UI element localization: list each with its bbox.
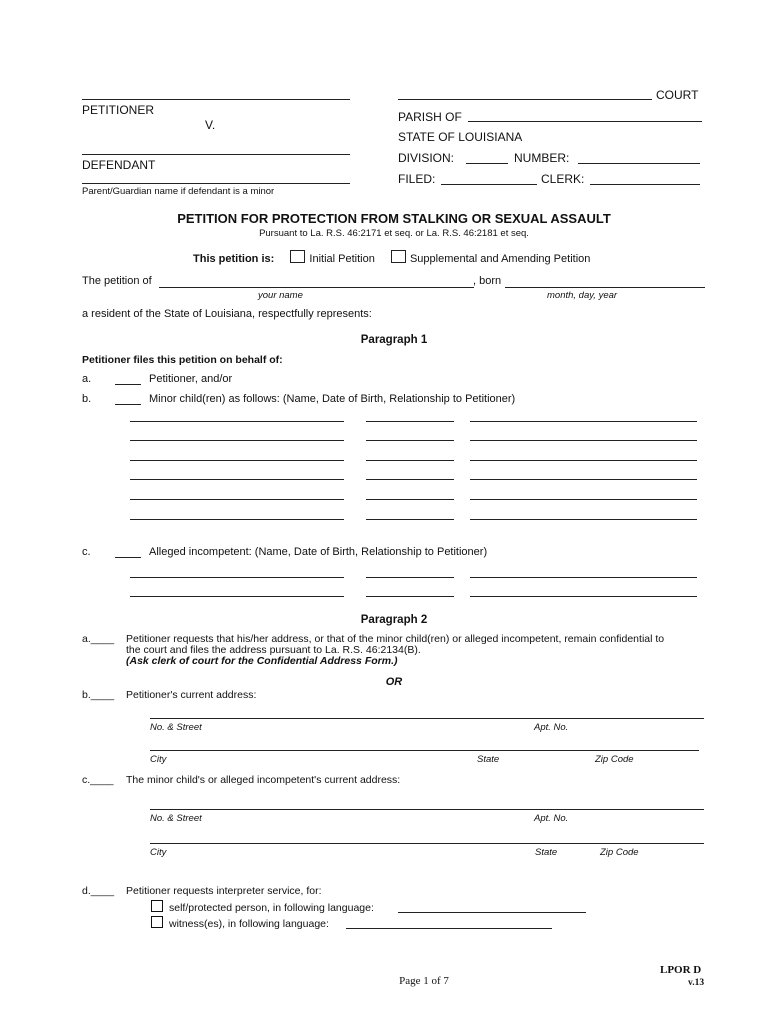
city-hint: City [150, 847, 167, 858]
parent-guardian-note: Parent/Guardian name if defendant is a minor [82, 186, 275, 197]
state-hint: State [477, 754, 500, 765]
division-label: DIVISION: [398, 151, 455, 165]
incompetent-dob-line[interactable] [366, 577, 454, 578]
child-name-line[interactable] [130, 499, 344, 500]
interpreter-witness-label: witness(es), in following language: [169, 918, 329, 930]
child-dob-line[interactable] [366, 440, 454, 441]
parish-label: PARISH OF [398, 110, 462, 124]
petitioner-label: PETITIONER [82, 103, 155, 117]
p2-item-a-letter[interactable]: a.____ [82, 633, 115, 645]
item-b-blank[interactable] [115, 404, 141, 405]
apt-hint: Apt. No. [534, 813, 569, 824]
minor-city-line[interactable] [150, 843, 704, 844]
p2-item-b-letter[interactable]: b.____ [82, 689, 115, 701]
interpreter-witness-row [151, 916, 329, 930]
paragraph-2-heading: Paragraph 2 [360, 614, 428, 626]
incompetent-relationship-line[interactable] [470, 577, 697, 578]
child-relationship-line[interactable] [470, 479, 697, 480]
petitioner-street-line[interactable] [150, 718, 704, 719]
apt-hint: Apt. No. [534, 722, 569, 733]
child-relationship-line[interactable] [470, 421, 697, 422]
child-dob-line[interactable] [366, 519, 454, 520]
born-label: , born [473, 275, 502, 287]
filed-label: FILED: [398, 172, 436, 186]
item-c-text: Alleged incompetent: (Name, Date of Birth, Relationship to Petitioner) [149, 546, 488, 558]
item-a-letter: a. [82, 373, 92, 385]
confidential-address-note: (Ask clerk of court for the Confidential Address Form.) [126, 655, 398, 667]
p2-item-a-text-line2: the court and files the address pursuant to La. R.S. 46:2134(B). [126, 644, 421, 656]
paragraph-1-heading: Paragraph 1 [360, 334, 428, 346]
child-relationship-line[interactable] [470, 499, 697, 500]
incompetent-dob-line[interactable] [366, 596, 454, 597]
zip-hint: Zip Code [600, 847, 639, 858]
zip-hint: Zip Code [595, 754, 634, 765]
interpreter-self-label: self/protected person, in following language: [169, 902, 374, 914]
street-hint: No. & Street [150, 722, 202, 733]
birthdate-hint: month, day, year [547, 290, 618, 301]
item-b-letter: b. [82, 393, 92, 405]
p2-item-c-letter[interactable]: c.____ [82, 774, 114, 786]
initial-petition-label: Initial Petition [309, 253, 375, 265]
defendant-line[interactable] [82, 154, 350, 155]
child-relationship-line[interactable] [470, 519, 697, 520]
filed-line[interactable] [441, 184, 537, 185]
interpreter-witness-language-line[interactable] [346, 928, 552, 929]
child-name-line[interactable] [130, 440, 344, 441]
street-hint: No. & Street [150, 813, 202, 824]
minor-street-line[interactable] [150, 809, 704, 810]
number-line[interactable] [578, 163, 700, 164]
supplemental-petition-checkbox[interactable] [391, 250, 406, 263]
form-id: LPOR D [660, 964, 702, 976]
resident-statement: a resident of the State of Louisiana, respectfully represents: [82, 308, 372, 320]
incompetent-name-line[interactable] [130, 596, 344, 597]
versus-label: V. [205, 118, 216, 132]
child-name-line[interactable] [130, 421, 344, 422]
p2-item-c-text: The minor child's or alleged incompetent's current address: [126, 774, 401, 786]
incompetent-relationship-line[interactable] [470, 596, 697, 597]
petition-of-label: The petition of [82, 275, 152, 287]
child-name-line[interactable] [130, 519, 344, 520]
item-c-letter: c. [82, 546, 91, 558]
parish-line[interactable] [468, 121, 702, 122]
petition-type-label: This petition is: [193, 253, 275, 265]
state-hint: State [535, 847, 558, 858]
court-line[interactable] [398, 99, 652, 100]
division-line[interactable] [466, 163, 508, 164]
defendant-label: DEFENDANT [82, 158, 156, 172]
petitioner-city-line[interactable] [150, 750, 699, 751]
p2-item-a-text-line1: Petitioner requests that his/her address, or that of the minor child(ren) or alleged incompetent, remain confidential to [126, 633, 665, 645]
supplemental-petition-label: Supplemental and Amending Petition [409, 253, 591, 265]
petition-type-row [193, 250, 590, 265]
paragraph-1-lead: Petitioner files this petition on behalf of: [82, 354, 283, 366]
child-dob-line[interactable] [366, 460, 454, 461]
interpreter-self-checkbox[interactable] [151, 900, 163, 912]
p2-item-b-text: Petitioner's current address: [126, 689, 257, 701]
birthdate-line[interactable] [505, 287, 705, 288]
p2-item-d-letter[interactable]: d.____ [82, 885, 115, 897]
city-hint: City [150, 754, 167, 765]
your-name-hint: your name [258, 290, 303, 301]
child-relationship-line[interactable] [470, 440, 697, 441]
p2-item-d-text: Petitioner requests interpreter service, for: [126, 885, 322, 897]
clerk-line[interactable] [590, 184, 700, 185]
form-version: v.13 [688, 978, 705, 988]
parent-guardian-line[interactable] [82, 183, 350, 184]
item-a-text: Petitioner, and/or [149, 373, 233, 385]
petitioner-line[interactable] [82, 99, 350, 100]
child-name-line[interactable] [130, 460, 344, 461]
child-dob-line[interactable] [366, 499, 454, 500]
court-label: COURT [656, 88, 699, 102]
number-label: NUMBER: [514, 151, 570, 165]
interpreter-self-language-line[interactable] [398, 912, 586, 913]
child-relationship-line[interactable] [470, 460, 697, 461]
or-separator: OR [385, 676, 403, 688]
child-dob-line[interactable] [366, 421, 454, 422]
interpreter-witness-checkbox[interactable] [151, 916, 163, 928]
item-c-blank[interactable] [115, 557, 141, 558]
page-number: Page 1 of 7 [399, 975, 449, 987]
initial-petition-checkbox[interactable] [290, 250, 305, 263]
state-label: STATE OF LOUISIANA [398, 130, 523, 144]
child-name-line[interactable] [130, 479, 344, 480]
item-b-text: Minor child(ren) as follows: (Name, Date of Birth, Relationship to Petitioner) [149, 393, 516, 405]
page-title: PETITION FOR PROTECTION FROM STALKING OR SEXUAL ASSAULT [177, 211, 611, 226]
item-a-blank[interactable] [115, 384, 141, 385]
clerk-label: CLERK: [541, 172, 585, 186]
page-subtitle: Pursuant to La. R.S. 46:2171 et seq. or La. R.S. 46:2181 et seq. [259, 228, 529, 239]
incompetent-name-line[interactable] [130, 577, 344, 578]
interpreter-self-row [151, 900, 374, 914]
child-dob-line[interactable] [366, 479, 454, 480]
your-name-line[interactable] [159, 287, 474, 288]
